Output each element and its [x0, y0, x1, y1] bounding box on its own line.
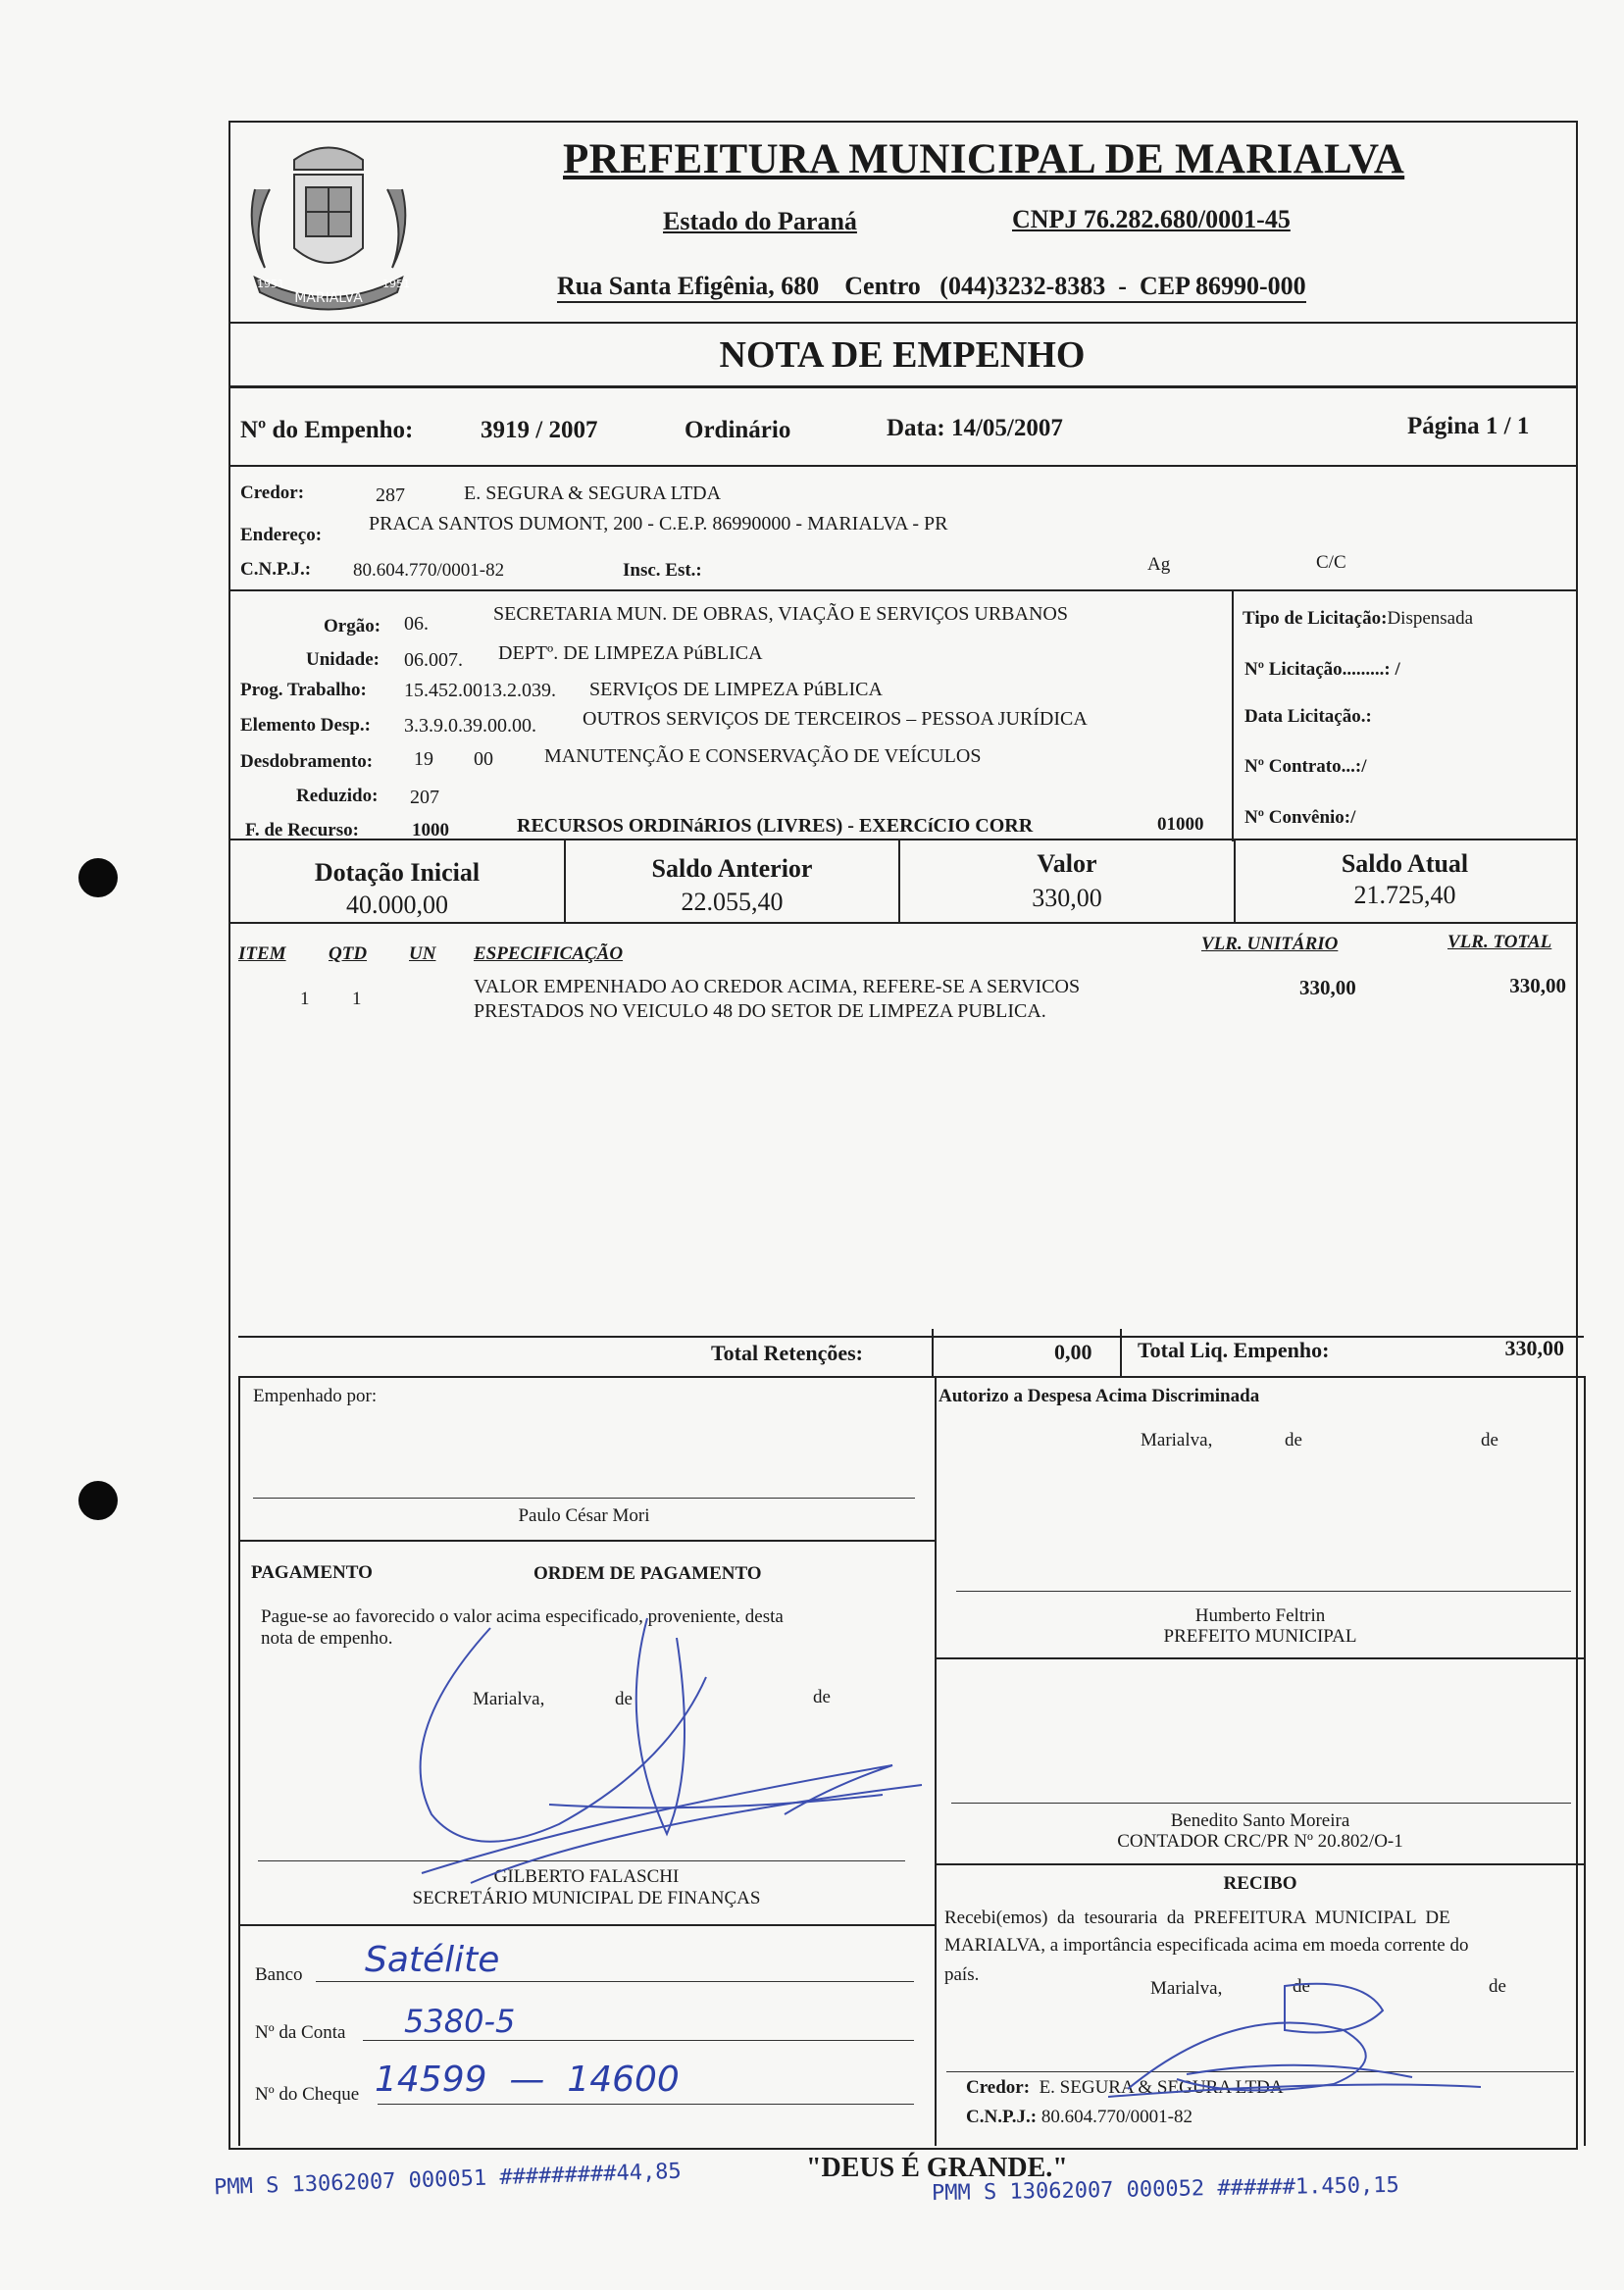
- header-address-line: [557, 272, 1306, 303]
- divider: [932, 1329, 934, 1376]
- divider: [238, 1376, 1584, 1378]
- convenio-numero: Nº Convênio:/: [1244, 807, 1356, 828]
- divider: [238, 1924, 935, 1926]
- recibo-text-1: Recebi(emos) da tesouraria da PREFEITURA MUNICIPAL DE: [944, 1908, 1450, 1928]
- divider: [228, 589, 1576, 591]
- payment-stamp-right: PMM S 13062007 000052 ######1.450,15: [931, 2172, 1400, 2207]
- row-spec-line1: VALOR EMPENHADO AO CREDOR ACIMA, REFERE-SE A SERVICOS: [474, 976, 1081, 997]
- row-qtd: 1: [352, 989, 362, 1009]
- recurso-code2: 01000: [1157, 814, 1204, 835]
- licitacao-tipo-value: Dispensada: [1387, 608, 1474, 629]
- banco-label: Banco: [255, 1964, 303, 1985]
- orgao-label: Orgão:: [324, 616, 381, 636]
- empenhado-label: Empenhado por:: [253, 1386, 378, 1406]
- col-header-spec: ESPECIFICAÇÃO: [474, 943, 624, 964]
- empenho-type: Ordinário: [685, 417, 791, 443]
- autorizo-de-1: de: [1285, 1430, 1302, 1450]
- elemento-desc: OUTROS SERVIÇOS DE TERCEIROS – PESSOA JURÍDICA: [583, 708, 1088, 730]
- desdobramento-label: Desdobramento:: [240, 751, 374, 772]
- divider: [228, 839, 1576, 840]
- licitacao-tipo-label: Tipo de Licitação:: [1243, 608, 1388, 629]
- desdobramento-code1: 19: [414, 748, 433, 770]
- contador-name: Benedito Santo Moreira: [1170, 1810, 1350, 1831]
- banco-line: [316, 1981, 914, 1982]
- licitacao-numero: Nº Licitação.........: /: [1244, 659, 1400, 680]
- empenho-date: Data: 14/05/2007: [887, 415, 1063, 441]
- signature-line: [253, 1498, 915, 1499]
- pagamento-de-2: de: [813, 1687, 831, 1707]
- autorizo-city: Marialva,: [1141, 1430, 1213, 1450]
- cnpj-label: C.N.P.J.:: [240, 559, 312, 580]
- valor-value: 330,00: [1032, 884, 1102, 912]
- recibo-text-3: país.: [944, 1964, 980, 1985]
- cc-label: C/C: [1316, 552, 1346, 573]
- saldo-anterior-value: 22.055,40: [681, 888, 784, 916]
- empenho-number: 3919 / 2007: [481, 417, 598, 443]
- page-number: Página 1 / 1: [1407, 413, 1530, 439]
- svg-text:MARIALVA: MARIALVA: [294, 290, 363, 306]
- conta-label: Nº da Conta: [255, 2022, 346, 2043]
- page-title: PREFEITURA MUNICIPAL DE MARIALVA: [563, 136, 1405, 182]
- col-header-qtd: QTD: [329, 943, 368, 964]
- col-header-un: UN: [409, 943, 436, 964]
- unidade-label: Unidade:: [306, 649, 380, 670]
- saldo-atual-value: 21.725,40: [1353, 881, 1456, 909]
- contador-title: CONTADOR CRC/PR Nº 20.802/O-1: [1117, 1831, 1403, 1852]
- col-header-unit: VLR. UNITÁRIO: [1201, 934, 1339, 954]
- divider: [228, 322, 1576, 324]
- pagamento-text-1: Pague-se ao favorecido o valor acima especificado, proveniente, desta: [261, 1606, 784, 1627]
- row-unit-value: 330,00: [1299, 976, 1356, 999]
- banco-value: Satélite: [365, 1940, 500, 1980]
- recibo-city: Marialva,: [1150, 1978, 1223, 1999]
- signature-line: [956, 1591, 1571, 1592]
- recurso-code: 1000: [412, 820, 449, 840]
- endereco-label: Endereço:: [240, 525, 323, 545]
- divider: [228, 922, 1576, 924]
- recibo-cnpj-label: C.N.P.J.:: [966, 2107, 1038, 2127]
- divider: [1584, 1376, 1586, 2146]
- credor-signature: [1089, 1971, 1500, 2109]
- autorizo-de-2: de: [1481, 1430, 1498, 1450]
- punch-hole-bottom: [78, 1481, 118, 1520]
- secretario-title: SECRETÁRIO MUNICIPAL DE FINANÇAS: [412, 1888, 761, 1908]
- document-title: NOTA DE EMPENHO: [719, 334, 1086, 376]
- punch-hole-top: [78, 858, 118, 897]
- unidade-desc: DEPTº. DE LIMPEZA PúBLICA: [498, 642, 763, 664]
- reduzido-label: Reduzido:: [296, 786, 379, 806]
- secretario-signature: [412, 1589, 941, 1903]
- recibo-credor-value: E. SEGURA & SEGURA LTDA: [1039, 2077, 1284, 2098]
- col-header-item: ITEM: [238, 943, 286, 964]
- pagamento-label: PAGAMENTO: [251, 1562, 373, 1583]
- header-phone: (044)3232-8383: [939, 272, 1106, 300]
- recibo-credor-label: Credor:: [966, 2077, 1031, 2098]
- svg-text:1951: 1951: [257, 278, 284, 290]
- desdobramento-desc: MANUTENÇÃO E CONSERVAÇÃO DE VEÍCULOS: [544, 745, 982, 767]
- recibo-cnpj: [966, 2107, 1193, 2128]
- autorizo-label: Autorizo a Despesa Acima Discriminada: [939, 1386, 1260, 1406]
- municipal-crest: [235, 130, 422, 327]
- licitacao-data: Data Licitação.:: [1244, 706, 1372, 727]
- motto: "DEUS É GRANDE.": [806, 2153, 1068, 2183]
- pagamento-text-2: nota de empenho.: [261, 1628, 393, 1649]
- retencoes-value: 0,00: [1054, 1340, 1092, 1364]
- row-item: 1: [300, 989, 310, 1009]
- orgao-code: 06.: [404, 613, 429, 635]
- prefeito-title: PREFEITO MUNICIPAL: [1163, 1626, 1357, 1647]
- retencoes-label: Total Retenções:: [711, 1341, 863, 1365]
- divider: [228, 465, 1576, 467]
- svg-text:1951: 1951: [382, 278, 410, 290]
- recibo-cnpj-value: 80.604.770/0001-82: [1040, 2107, 1193, 2127]
- divider: [935, 1657, 1584, 1659]
- valor-label: Valor: [1037, 849, 1097, 878]
- credor-label: Credor:: [240, 483, 305, 503]
- cheque-line: [378, 2104, 914, 2105]
- prefeito-name: Humberto Feltrin: [1194, 1605, 1326, 1626]
- divider: [1120, 1329, 1122, 1376]
- secretario-name: GILBERTO FALASCHI: [493, 1866, 680, 1887]
- recibo-de-1: de: [1293, 1976, 1310, 1997]
- divider: [238, 1336, 1584, 1338]
- header-cep: CEP 86990-000: [1139, 272, 1306, 300]
- cheque-value: 14599 — 14600: [375, 2060, 680, 2100]
- col-header-total: VLR. TOTAL: [1447, 932, 1552, 952]
- cheque-label: Nº do Cheque: [255, 2084, 360, 2105]
- header-district: Centro: [844, 272, 921, 300]
- credor-code: 287: [376, 484, 405, 506]
- divider: [238, 1540, 935, 1542]
- prog-code: 15.452.0013.2.039.: [404, 680, 556, 701]
- pagamento-city: Marialva,: [473, 1689, 545, 1709]
- header-sep: -: [1118, 272, 1127, 300]
- header-cnpj: CNPJ 76.282.680/0001-45: [1012, 205, 1291, 233]
- liq-empenho-value: 330,00: [1504, 1336, 1564, 1360]
- table-row: [228, 976, 1574, 1035]
- unidade-code: 06.007.: [404, 649, 463, 671]
- prog-label: Prog. Trabalho:: [240, 680, 367, 700]
- saldo-atual-label: Saldo Atual: [1341, 849, 1469, 878]
- contrato-numero: Nº Contrato...:/: [1244, 756, 1367, 777]
- divider: [228, 385, 1576, 388]
- elemento-label: Elemento Desp.:: [240, 715, 371, 736]
- recibo-de-2: de: [1489, 1976, 1506, 1997]
- row-spec-line2: PRESTADOS NO VEICULO 48 DO SETOR DE LIMPEZA PUBLICA.: [474, 1000, 1046, 1022]
- dotacao-label: Dotação Inicial: [314, 858, 481, 887]
- dotacao-value: 40.000,00: [346, 891, 448, 919]
- prog-desc: SERVIçOS DE LIMPEZA PúBLICA: [589, 679, 883, 700]
- empenhado-name: Paulo César Mori: [518, 1505, 650, 1526]
- recibo-title: RECIBO: [1223, 1873, 1297, 1894]
- payment-stamp-left: PMM S 13062007 000051 #########44,85: [213, 2159, 683, 2201]
- cnpj-value: 80.604.770/0001-82: [353, 560, 505, 581]
- recurso-desc: RECURSOS ORDINáRIOS (LIVRES) - EXERCíCIO CORR: [517, 815, 1034, 837]
- row-total-value: 330,00: [1509, 974, 1566, 997]
- liq-empenho-label: Total Liq. Empenho:: [1138, 1338, 1330, 1362]
- recibo-text-2: MARIALVA, a importância especificada acima em moeda corrente do: [944, 1935, 1469, 1956]
- signature-line: [951, 1803, 1571, 1804]
- divider: [238, 1376, 240, 2146]
- orgao-desc: SECRETARIA MUN. DE OBRAS, VIAÇÃO E SERVIÇOS URBANOS: [493, 603, 1068, 625]
- divider: [1232, 589, 1234, 841]
- credor-name: E. SEGURA & SEGURA LTDA: [464, 483, 722, 504]
- divider: [935, 1863, 1584, 1865]
- pagamento-de-1: de: [615, 1689, 633, 1709]
- empenho-number-label: Nº do Empenho:: [240, 417, 414, 443]
- insc-label: Insc. Est.:: [623, 560, 702, 581]
- elemento-code: 3.3.9.0.39.00.00.: [404, 715, 536, 737]
- reduzido-value: 207: [410, 787, 439, 808]
- licitacao-tipo: [1243, 608, 1473, 630]
- conta-value: 5380-5: [404, 2003, 516, 2040]
- conta-line: [363, 2040, 914, 2041]
- recurso-label: F. de Recurso:: [245, 820, 359, 840]
- state-name: Estado do Paraná: [663, 207, 857, 235]
- ag-label: Ag: [1147, 554, 1171, 575]
- desdobramento-code2: 00: [474, 748, 493, 770]
- endereco-value: PRACA SANTOS DUMONT, 200 - C.E.P. 86990000 - MARIALVA - PR: [369, 513, 948, 534]
- saldo-anterior-label: Saldo Anterior: [651, 854, 813, 883]
- header-address: Rua Santa Efigênia, 680: [557, 272, 820, 300]
- ordem-pagamento-label: ORDEM DE PAGAMENTO: [533, 1563, 762, 1584]
